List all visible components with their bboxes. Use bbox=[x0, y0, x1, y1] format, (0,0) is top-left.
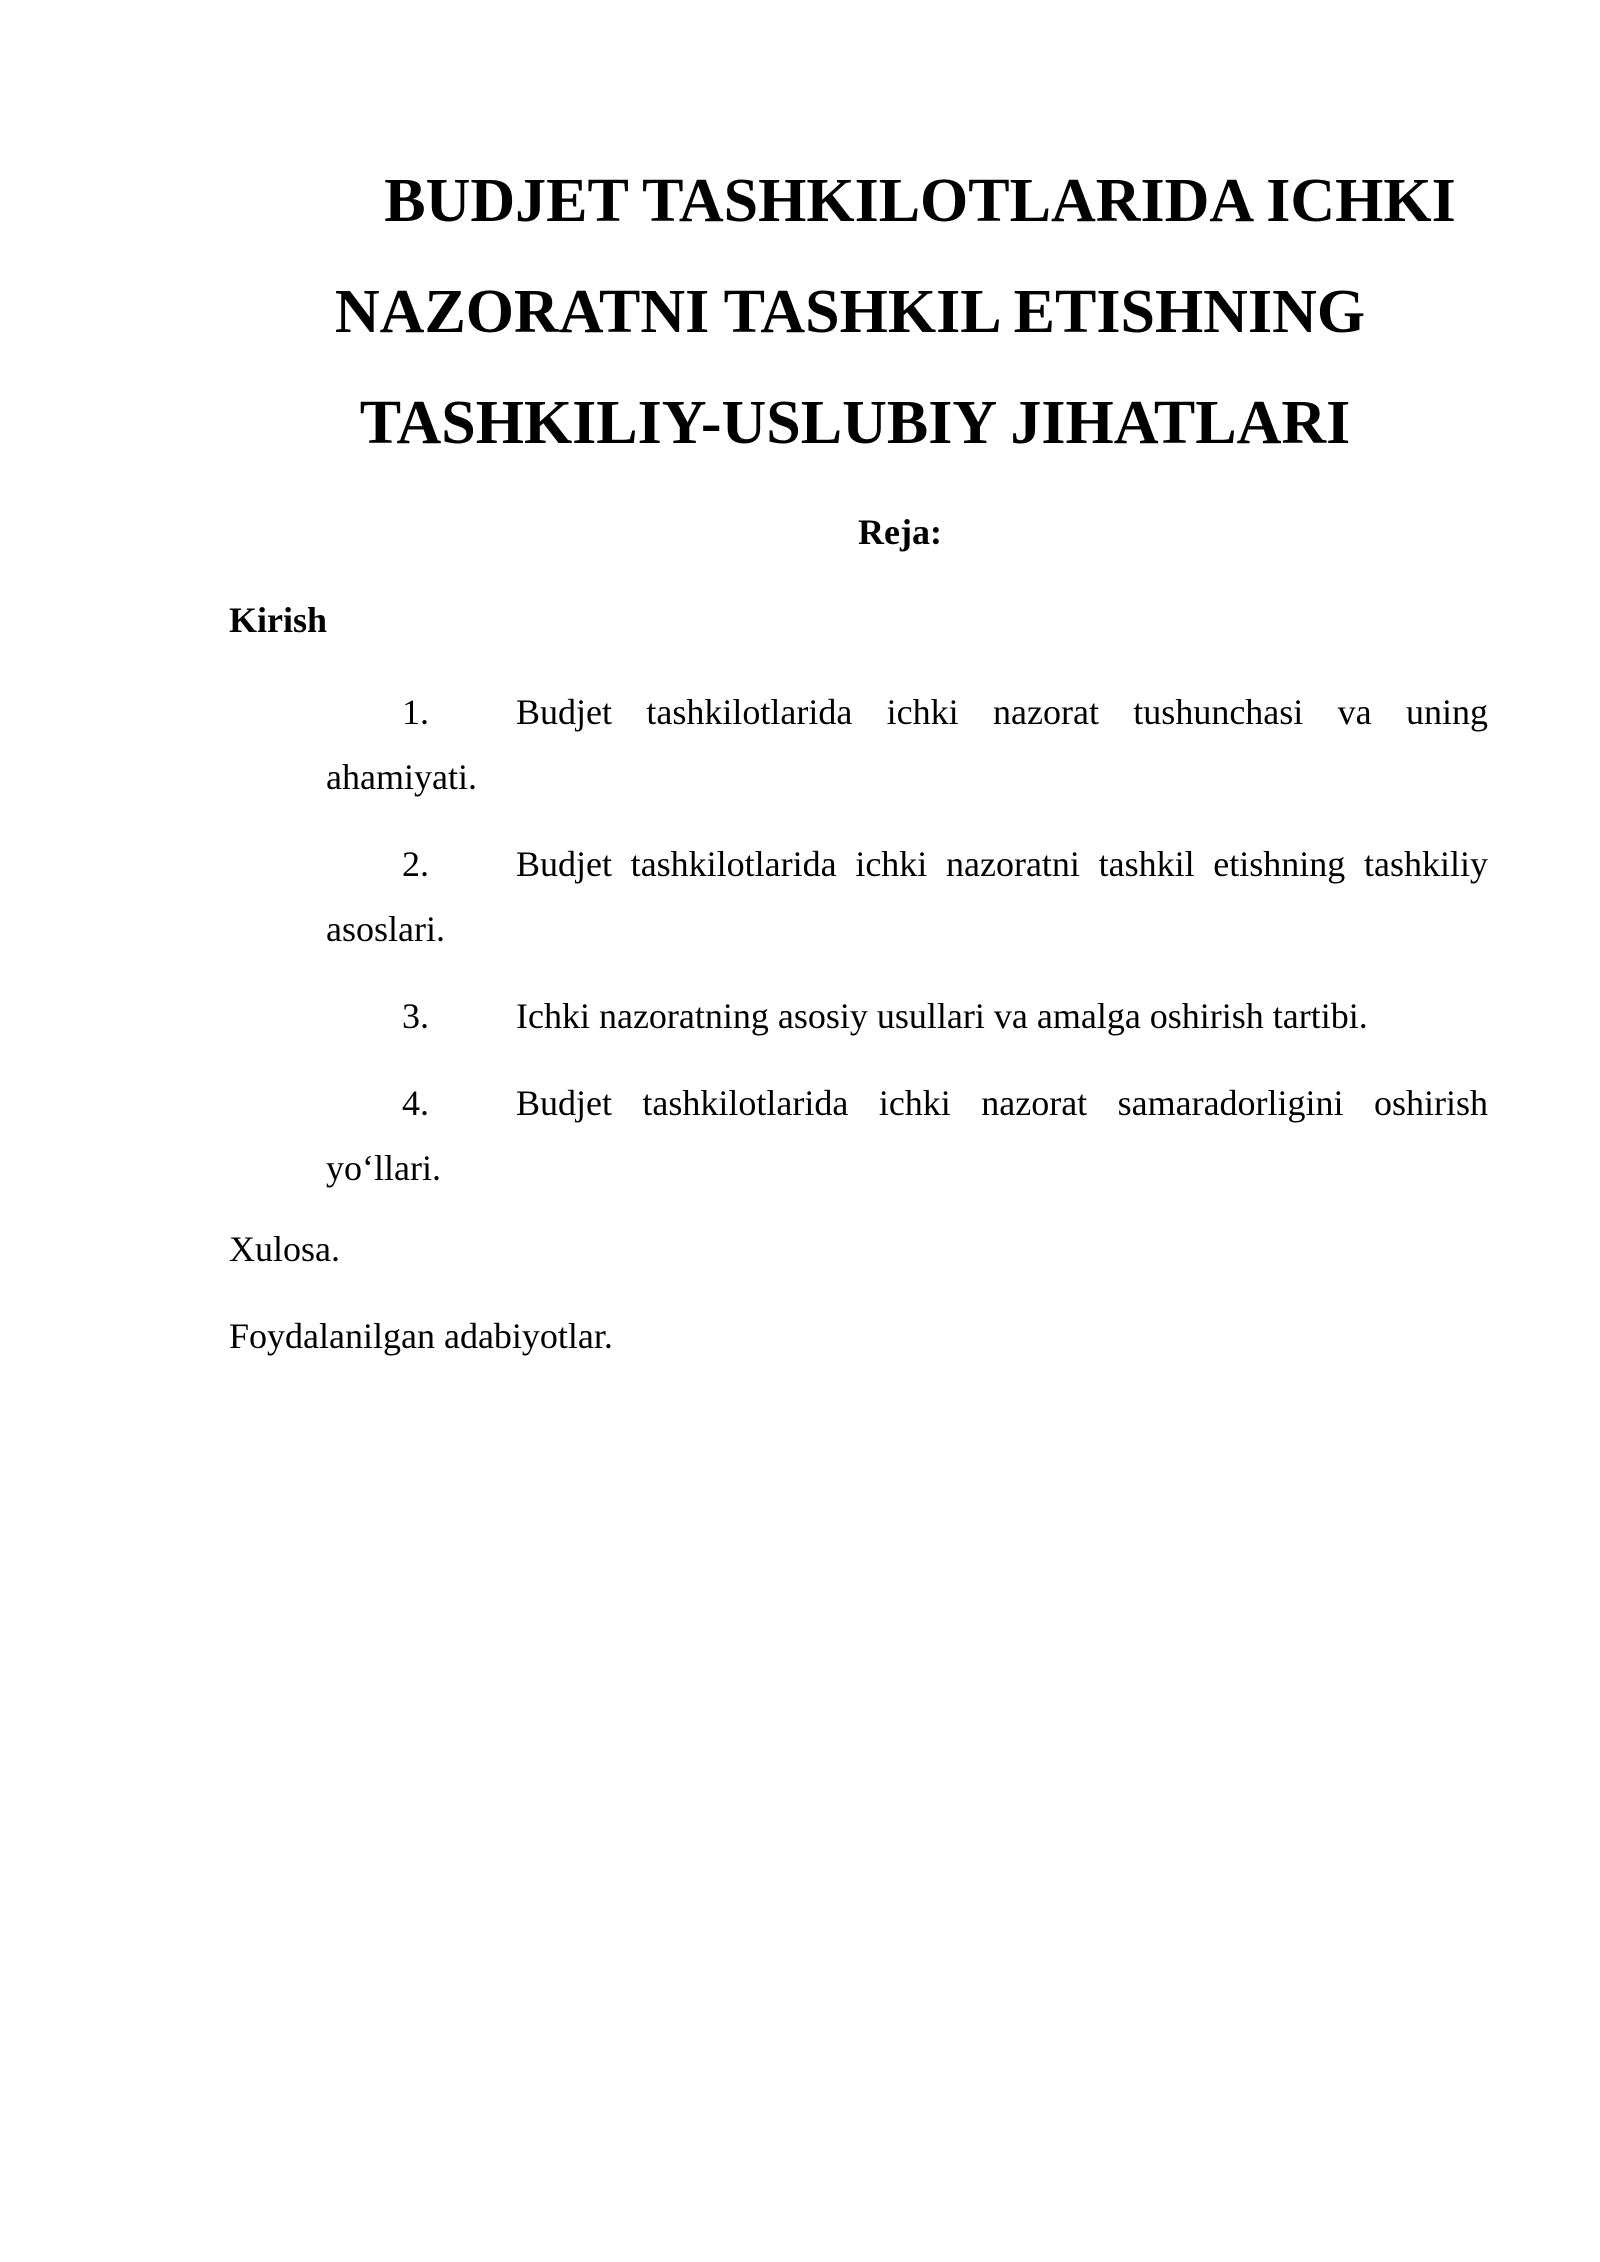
plan-item-3 bbox=[326, 984, 1488, 1049]
plan-item-1 bbox=[326, 680, 1488, 810]
plan-item-text: Budjet tashkilotlarida ichki nazorat samaradorligini oshirish yo‘llari. bbox=[326, 1083, 1488, 1188]
plan-item-text: Ichki nazoratning asosiy usullari va amalga oshirish tartibi. bbox=[516, 996, 1368, 1036]
plan-item-number: 3. bbox=[402, 996, 429, 1036]
plan-item-2 bbox=[326, 832, 1488, 962]
references-heading: Foydalanilgan adabiyotlar. bbox=[229, 1316, 613, 1356]
plan-list bbox=[326, 680, 1488, 1223]
title-line-3: TASHKILIY-USLUBIY JIHATLARI bbox=[359, 389, 1351, 457]
plan-item-number: 2. bbox=[402, 844, 429, 884]
document-title bbox=[230, 146, 1560, 479]
plan-item-text: Budjet tashkilotlarida ichki nazoratni tashkil etishning tashkiliy asoslari. bbox=[326, 844, 1488, 949]
title-line-1: BUDJET TASHKILOTLARIDA ICHKI bbox=[384, 167, 1456, 235]
title-line-2: NAZORATNI TASHKIL ETISHNING bbox=[334, 278, 1366, 346]
plan-item-4 bbox=[326, 1071, 1488, 1201]
plan-item-text: Budjet tashkilotlarida ichki nazorat tushunchasi va uning ahamiyati. bbox=[326, 692, 1488, 797]
intro-heading: Kirish bbox=[229, 600, 328, 640]
plan-item-number: 4. bbox=[402, 1083, 429, 1123]
conclusion-heading: Xulosa. bbox=[229, 1229, 340, 1269]
plan-item-number: 1. bbox=[402, 692, 429, 732]
plan-heading: Reja: bbox=[858, 512, 942, 552]
